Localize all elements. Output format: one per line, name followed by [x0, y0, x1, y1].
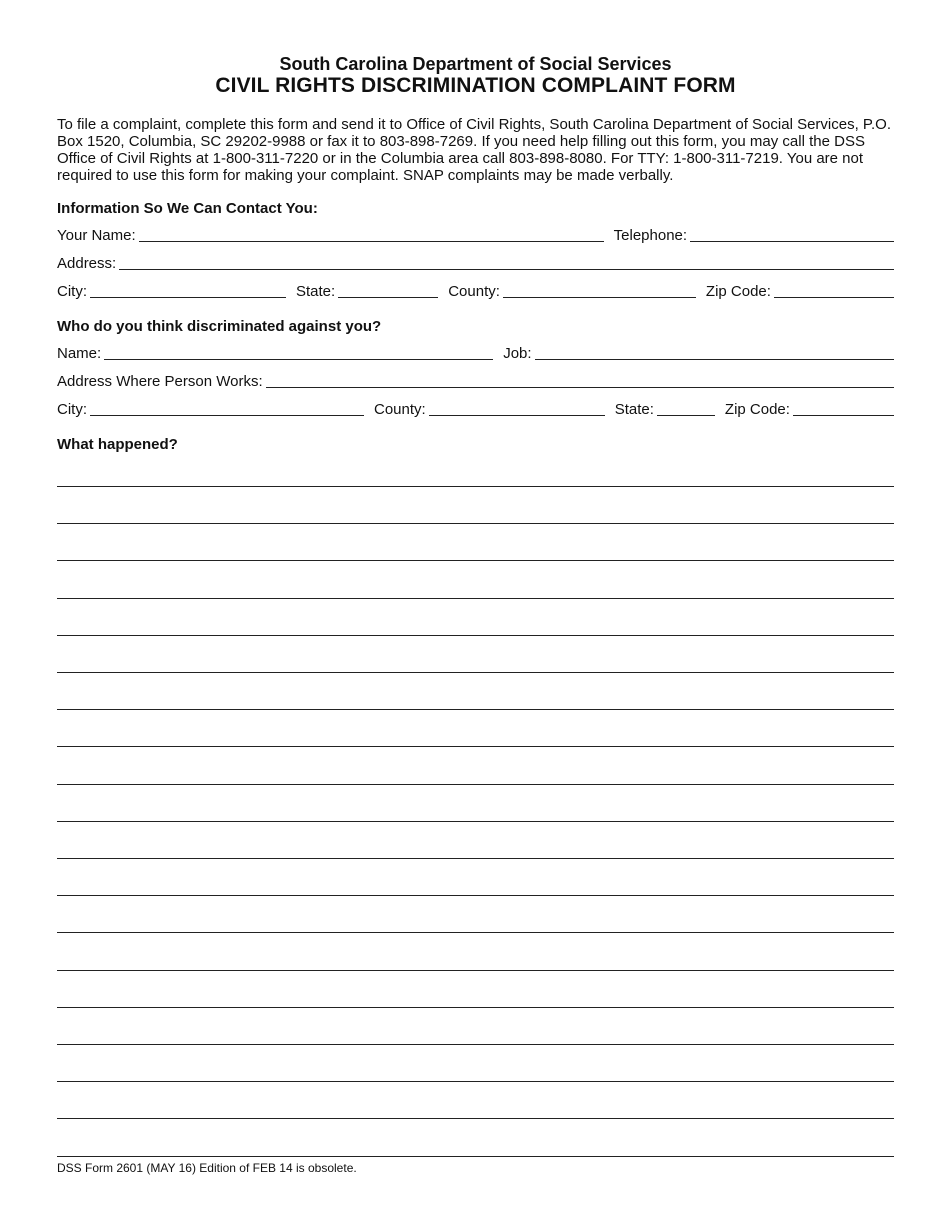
what-happened-line[interactable] [57, 598, 894, 599]
telephone-field[interactable] [690, 227, 894, 242]
respondent-city-field[interactable] [90, 401, 364, 416]
respondent-county-field[interactable] [429, 401, 605, 416]
zip-code-label: Zip Code: [705, 283, 771, 300]
contact-section-heading: Information So We Can Contact You: [57, 200, 318, 217]
address-label: Address: [57, 255, 117, 272]
respondent-name-field[interactable] [104, 345, 493, 360]
work-address-field[interactable] [266, 373, 894, 388]
what-happened-line[interactable] [57, 970, 894, 971]
contact-row-city-state [57, 283, 894, 300]
contact-row-address [57, 255, 894, 272]
what-happened-line[interactable] [57, 821, 894, 822]
what-happened-line[interactable] [57, 1118, 894, 1119]
respondent-state-label: State: [614, 401, 654, 418]
zip-code-field[interactable] [774, 283, 894, 298]
instructions-paragraph: To file a complaint, complete this form and send it to Office of Civil Rights, South Carolina Department of Social Services, P.O. Box 1520, Columbia, SC 29202-9988 or fax it to 803-898-7269. If you need help filling out this form, you may call the DSS Office of Civil Rights at 1-800-311-7220 or in the Columbia area call 803-898-8080. For TTY: 1-800-311-7219. You are not required to use this form for making your complaint. SNAP complaints may be made verbally. [57, 116, 891, 184]
what-happened-line[interactable] [57, 635, 894, 636]
what-happened-line[interactable] [57, 895, 894, 896]
what-happened-line[interactable] [57, 709, 894, 710]
what-happened-line[interactable] [57, 746, 894, 747]
what-happened-line[interactable] [57, 1044, 894, 1045]
respondent-row-city-county [57, 401, 894, 418]
respondent-row-name-job [57, 345, 894, 362]
state-label: State: [296, 283, 336, 300]
respondent-row-work-address [57, 373, 894, 390]
form-header [57, 54, 894, 98]
job-field[interactable] [535, 345, 894, 360]
state-field[interactable] [338, 283, 438, 298]
form-footer: DSS Form 2601 (MAY 16) Edition of FEB 14 is obsolete. [57, 1161, 357, 1175]
what-happened-line[interactable] [57, 784, 894, 785]
respondent-name-label: Name: [57, 345, 102, 362]
what-happened-line[interactable] [57, 486, 894, 487]
what-happened-line[interactable] [57, 672, 894, 673]
respondent-zip-code-label: Zip Code: [724, 401, 790, 418]
county-field[interactable] [503, 283, 696, 298]
complaint-form-page [57, 0, 894, 1175]
telephone-label: Telephone: [613, 227, 688, 244]
your-name-label: Your Name: [57, 227, 136, 244]
job-label: Job: [503, 345, 532, 362]
form-title: CIVIL RIGHTS DISCRIMINATION COMPLAINT FORM [215, 74, 736, 97]
respondent-state-field[interactable] [657, 401, 715, 416]
work-address-label: Address Where Person Works: [57, 373, 263, 390]
what-happened-line[interactable] [57, 1156, 894, 1157]
what-happened-line[interactable] [57, 858, 894, 859]
your-name-field[interactable] [139, 227, 604, 242]
respondent-zip-code-field[interactable] [793, 401, 894, 416]
city-field[interactable] [90, 283, 286, 298]
respondent-section-heading: Who do you think discriminated against you? [57, 318, 382, 335]
address-field[interactable] [119, 255, 894, 270]
what-happened-line[interactable] [57, 560, 894, 561]
what-happened-heading: What happened? [57, 436, 178, 453]
respondent-county-label: County: [374, 401, 426, 418]
what-happened-line[interactable] [57, 1081, 894, 1082]
what-happened-line[interactable] [57, 523, 894, 524]
what-happened-line[interactable] [57, 932, 894, 933]
respondent-city-label: City: [57, 401, 87, 418]
what-happened-line[interactable] [57, 1007, 894, 1008]
county-label: County: [448, 283, 500, 300]
contact-row-name-phone [57, 227, 894, 244]
agency-name: South Carolina Department of Social Services [279, 54, 672, 74]
city-label: City: [57, 283, 87, 300]
